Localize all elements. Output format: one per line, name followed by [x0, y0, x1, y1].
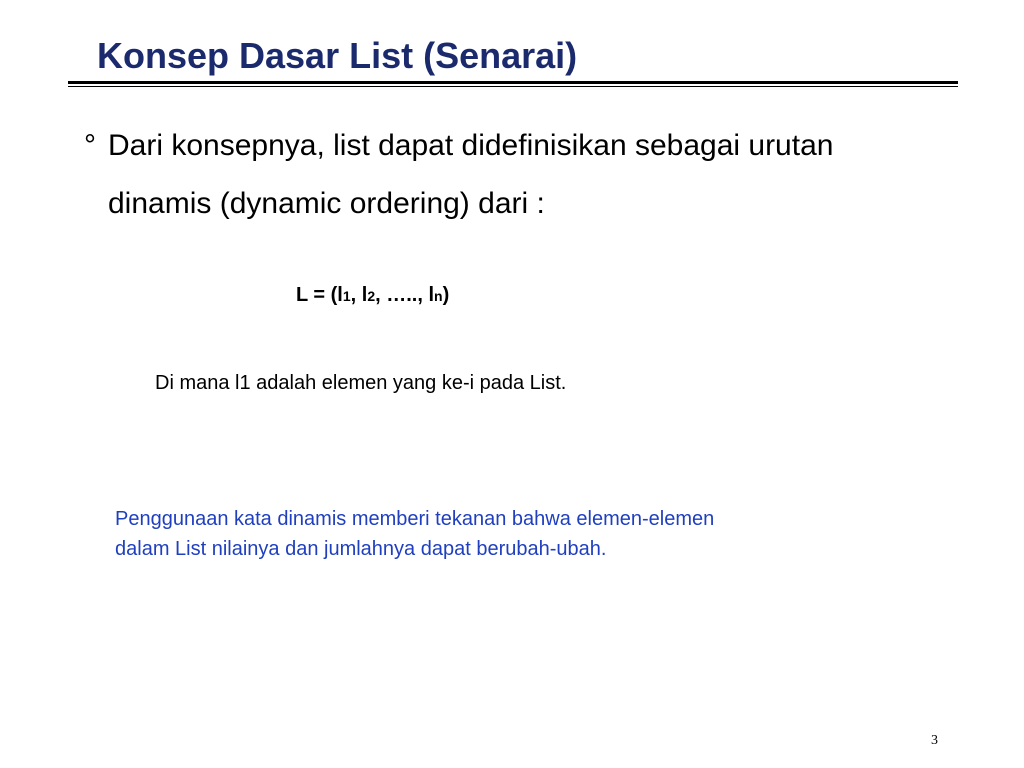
- bullet-marker: °: [84, 129, 96, 162]
- note-line-2: dalam List nilainya dan jumlahnya dapat berubah-ubah.: [115, 538, 607, 560]
- element-definition-text: Di mana l1 adalah elemen yang ke-i pada List.: [155, 372, 567, 394]
- title-divider-thick: [68, 81, 958, 84]
- dynamic-note: [115, 504, 915, 564]
- title-divider-thin: [68, 86, 958, 87]
- slide-title: Konsep Dasar List (Senarai): [97, 35, 578, 76]
- formula-subscript-1: 1: [342, 288, 351, 304]
- page-number: 3: [931, 733, 938, 748]
- formula-subscript-n: n: [434, 288, 443, 304]
- list-formula: [296, 280, 449, 311]
- note-line-1: Penggunaan kata dinamis memberi tekanan bahwa elemen-elemen: [115, 508, 715, 530]
- bullet-text-line-2: dinamis (dynamic ordering) dari :: [108, 187, 545, 220]
- formula-suffix: ): [442, 284, 450, 306]
- formula-subscript-2: 2: [367, 288, 376, 304]
- formula-separator-2: , ….., l: [375, 284, 435, 306]
- formula-separator-1: , l: [350, 284, 368, 306]
- bullet-text-line-1: Dari konsepnya, list dapat didefinisikan sebagai urutan: [108, 129, 834, 162]
- formula-prefix: L = (l: [296, 284, 343, 306]
